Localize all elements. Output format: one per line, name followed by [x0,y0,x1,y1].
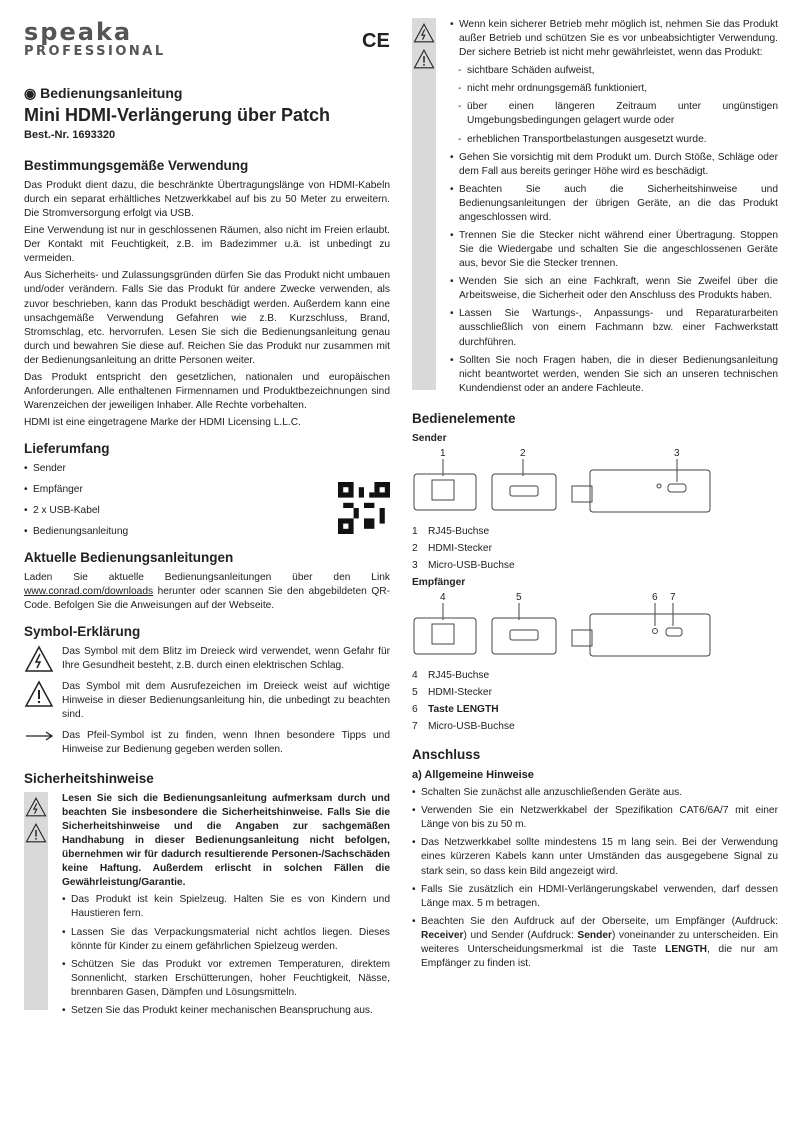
paragraph: Das Produkt entspricht den gesetzlichen, nationalen und europäischen Anforderungen. Alle enthaltenen Firmennamen und Produktbezeichnungen sind Warenzeichen der jeweiligen Inhaber. Alle Rechte vorbehalten. [24,371,390,412]
callout-1: 1 [440,447,446,459]
condition-list [458,64,778,146]
page-title: Mini HDMI-Verlängerung über Patch [24,105,331,126]
doc-kicker: ◉ Bedienungsanleitung [24,85,183,101]
callout-5: 5 [516,591,522,603]
logo-subtext: PROFESSIONAL [24,44,166,60]
list-item: - nicht mehr ordnungsgemäß funktioniert, [458,82,778,96]
part-item: 5 HDMI-Stecker [412,687,492,699]
callout-3: 3 [674,447,680,459]
part-item: 4 RJ45-Buchse [412,670,490,682]
list-item: • Lassen Sie Wartungs-, Anpassungs- und Reparaturarbeiten ausschließlich von einem Fachmann bzw. einer Fachwerkstatt durchführen. [450,307,778,349]
list-item: • Lassen Sie das Verpackungsmaterial nicht achtlos liegen. Dieses könnte für Kinder zu einem gefährlichen Spielzeug werden. [62,926,390,954]
sender-part-list [412,525,778,573]
sidebar-strip [24,792,48,1010]
paragraph: Das Produkt dient dazu, die beschränkte Übertragungslänge von HDMI-Kabeln durch ein separat erhältliches Netzwerkkabel auf bis zu 50 Meter zu erweitern. Die Stromversorgung erfolgt via USB. [24,179,390,220]
section-heading: Aktuelle Bedienungsanleitungen [24,550,234,566]
callout-2: 2 [520,447,526,459]
receiver-diagram [412,590,778,664]
list-item: • Setzen Sie das Produkt keiner mechanischen Beanspruchung aus. [62,1004,390,1018]
brand-logo [24,16,166,61]
section-heading: Symbol-Erklärung [24,624,141,640]
list-item: • Sender [24,462,390,476]
paragraph: Das Pfeil-Symbol ist zu finden, wenn Ihnen besondere Tipps und Hinweise zur Bedienung gegeben werden sollen. [62,730,390,756]
symbol-row [24,645,390,676]
list-item: • Das Netzwerkkabel sollte mindestens 15 m lang sein. Bei der Verwendung eines kürzeren Kabels kann unter Umständen das ausgegebene Signal zu stark sein, so dass kein Bild angezeigt wird. [412,836,778,878]
section-heading: Bestimmungsgemäße Verwendung [24,158,249,174]
paragraph: HDMI ist eine eingetragene Marke der HDMI Licensing L.L.C. [24,417,301,429]
callout-4: 4 [440,591,446,603]
safety-block-continued [412,18,778,396]
eye-icon: ◉ [24,85,41,101]
list-item: • Bedienungsanleitung [24,525,390,539]
exclamation-warning-icon [413,48,435,70]
list-item: • Das Produkt ist kein Spielzeug. Halten Sie es von Kindern und Haustieren fern. [62,893,390,921]
list-item: • Beachten Sie auch die Sicherheitshinweise und Bedienungsanleitungen der übrigen Geräte, an die das Produkt angeschlossen wird. [450,183,778,225]
paragraph: Das Symbol mit dem Ausrufezeichen im Dreieck weist auf wichtige Hinweise in dieser Bedienungsanleitung hin, die unbedingt zu beachten sind. [62,680,390,720]
list-item: • Verwenden Sie ein Netzwerkkabel der Spezifikation CAT6/6A/7 mit einer Länge von bis zu 50 m. [412,804,778,832]
safety-list [450,18,778,60]
section-heading: Lieferumfang [24,441,110,457]
safety-list [450,151,778,396]
paragraph: Laden Sie aktuelle Bedienungsanleitungen über den Link www.conrad.com/downloads herunter oder scannen Sie den abgebildeten QR-Code. Befolgen Sie die Anweisungen auf der Webseite. [24,571,390,611]
list-item: • Falls Sie zusätzlich ein HDMI-Verlängerungskabel verwenden, darf dessen Länge max. 5 m betragen. [412,883,778,911]
callout-7: 7 [670,591,676,603]
paragraph: Eine Verwendung ist nur in geschlossenen Räumen, also nicht im Freien erlaubt. Der Kontakt mit Feuchtigkeit, z.B. im Badezimmer u.ä. ist unbedingt zu vermeiden. [24,225,390,265]
left-column [24,84,390,1022]
arrow-right-icon [24,729,54,743]
list-item: • Trennen Sie die Stecker nicht während einer Übertragung. Stoppen Sie die Wiedergabe und schalten Sie die angeschlossenen Geräte aus, bevor Sie die Stecker trennen. [450,229,778,271]
exclamation-warning-icon [24,680,54,708]
list-item: - sichtbare Schäden aufweist, [458,64,778,78]
list-item: • Schalten Sie zunächst alle anzuschließenden Geräte aus. [412,786,778,800]
paragraph: Aus Sicherheits- und Zulassungsgründen dürfen Sie das Produkt nicht umbauen und/oder verändern. Falls Sie das Produkt für andere Zwecke verwenden, als zuvor beschrieben, kann das Produkt beschädigt werden. Außerdem kann eine unsachgemäße Verwendung Gefahren wie z.B. Kurzschluss, Brand, Stromschlag, etc. hervorrufen. Lesen Sie sich die Bedienungsanleitung genau durch und bewahren Sie diese auf. Reichen Sie das Produkt nur zusammen mit der Bedienungsanleitung an dritte Personen weiter. [24,270,390,366]
part-item: 7 Micro-USB-Buchse [412,721,515,733]
list-item: • 2 x USB-Kabel [24,504,390,518]
connection-list [412,786,778,971]
order-number: Best.-Nr. 1693320 [24,129,116,142]
symbol-row [24,680,390,725]
list-item: • Schützen Sie das Produkt vor extremen Temperaturen, direktem Sonnenlicht, starken Erschütterungen, hoher Feuchtigkeit, Nässe, brennbaren Gasen, Dämpfen und Lösungsmitteln. [62,958,390,1000]
exclamation-warning-icon [25,822,47,844]
section-heading: Bedienelemente [412,410,516,426]
list-item: • Beachten Sie den Aufdruck auf der Oberseite, um Empfänger (Aufdruck: Receiver) und Sender (Aufdruck: Sender) voneinander zu unterscheiden. Ein weiteres Unterscheidungsmerkmal ist die Taste LENGTH, die nur am Empfänger zu finden ist. [412,915,778,971]
list-item: • Wenn kein sicherer Betrieb mehr möglich ist, nehmen Sie das Produkt außer Betrieb und schützen Sie es vor unbeabsichtigter Verwendung. Der sichere Betrieb ist nicht mehr gewährleistet, wenn das Produkt: [450,18,778,60]
delivery-list [24,462,390,539]
paragraph: Lesen Sie sich die Bedienungsanleitung aufmerksam durch und beachten Sie insbesondere die Sicherheitshinweise. Falls Sie die Sicherheitshinweise und die Angaben zur sachgemäßen Handhabung in dieser Bedienungsanleitung nicht befolgen, übernehmen wir für dadurch resultierende Personen-/Sachschäden keine Haftung. Außerdem erlischt in solchen Fällen die Gewährleistung/Garantie. [62,792,390,889]
receiver-part-list [412,669,778,734]
callout-6: 6 [652,591,658,603]
paragraph: Das Symbol mit dem Blitz im Dreieck wird verwendet, wenn Gefahr für Ihre Gesundheit besteht, z.B. durch einen elektrischen Schlag. [62,645,390,671]
sub-heading: a) Allgemeine Hinweise [412,768,534,781]
sender-diagram [412,446,778,520]
list-item: - über einen längeren Zeitraum unter ungünstigen Umgebungsbedingungen gelagert wurde oder [458,100,778,128]
part-item: 6 Taste LENGTH [412,704,499,716]
lightning-warning-icon [413,22,435,44]
lightning-warning-icon [25,796,47,818]
list-item: • Sollten Sie noch Fragen haben, die in dieser Bedienungsanleitung nicht beantwortet werden, wenden Sie sich an unseren technischen Kundendienst oder an andere Fachleute. [450,354,778,396]
sidebar-strip [412,18,436,390]
lightning-warning-icon [24,645,54,673]
right-column [412,18,778,975]
safety-block [24,792,390,1018]
part-item: 3 Micro-USB-Buchse [412,559,515,571]
list-item: • Wenden Sie sich an eine Fachkraft, wenn Sie Zweifel über die Arbeitsweise, die Sicherheit oder den Anschluss des Produkts haben. [450,275,778,303]
download-link[interactable]: www.conrad.com/downloads [24,585,154,597]
list-item: • Gehen Sie vorsichtig mit dem Produkt um. Durch Stöße, Schläge oder dem Fall aus bereits geringer Höhe wird es beschädigt. [450,151,778,179]
part-item: 2 HDMI-Stecker [412,542,492,554]
symbol-row [24,729,390,760]
logo-text: speaka [24,18,133,46]
sub-heading: Sender [412,432,447,444]
part-item: 1 RJ45-Buchse [412,525,490,537]
section-heading: Anschluss [412,747,481,763]
ce-mark: CE [362,30,390,52]
list-item: - erheblichen Transportbelastungen ausgesetzt wurde. [458,133,778,147]
sub-heading: Empfänger [412,576,466,588]
qr-code[interactable] [338,482,390,534]
safety-list [62,893,390,1018]
section-heading: Sicherheitshinweise [24,771,154,787]
list-item: • Empfänger [24,483,390,497]
